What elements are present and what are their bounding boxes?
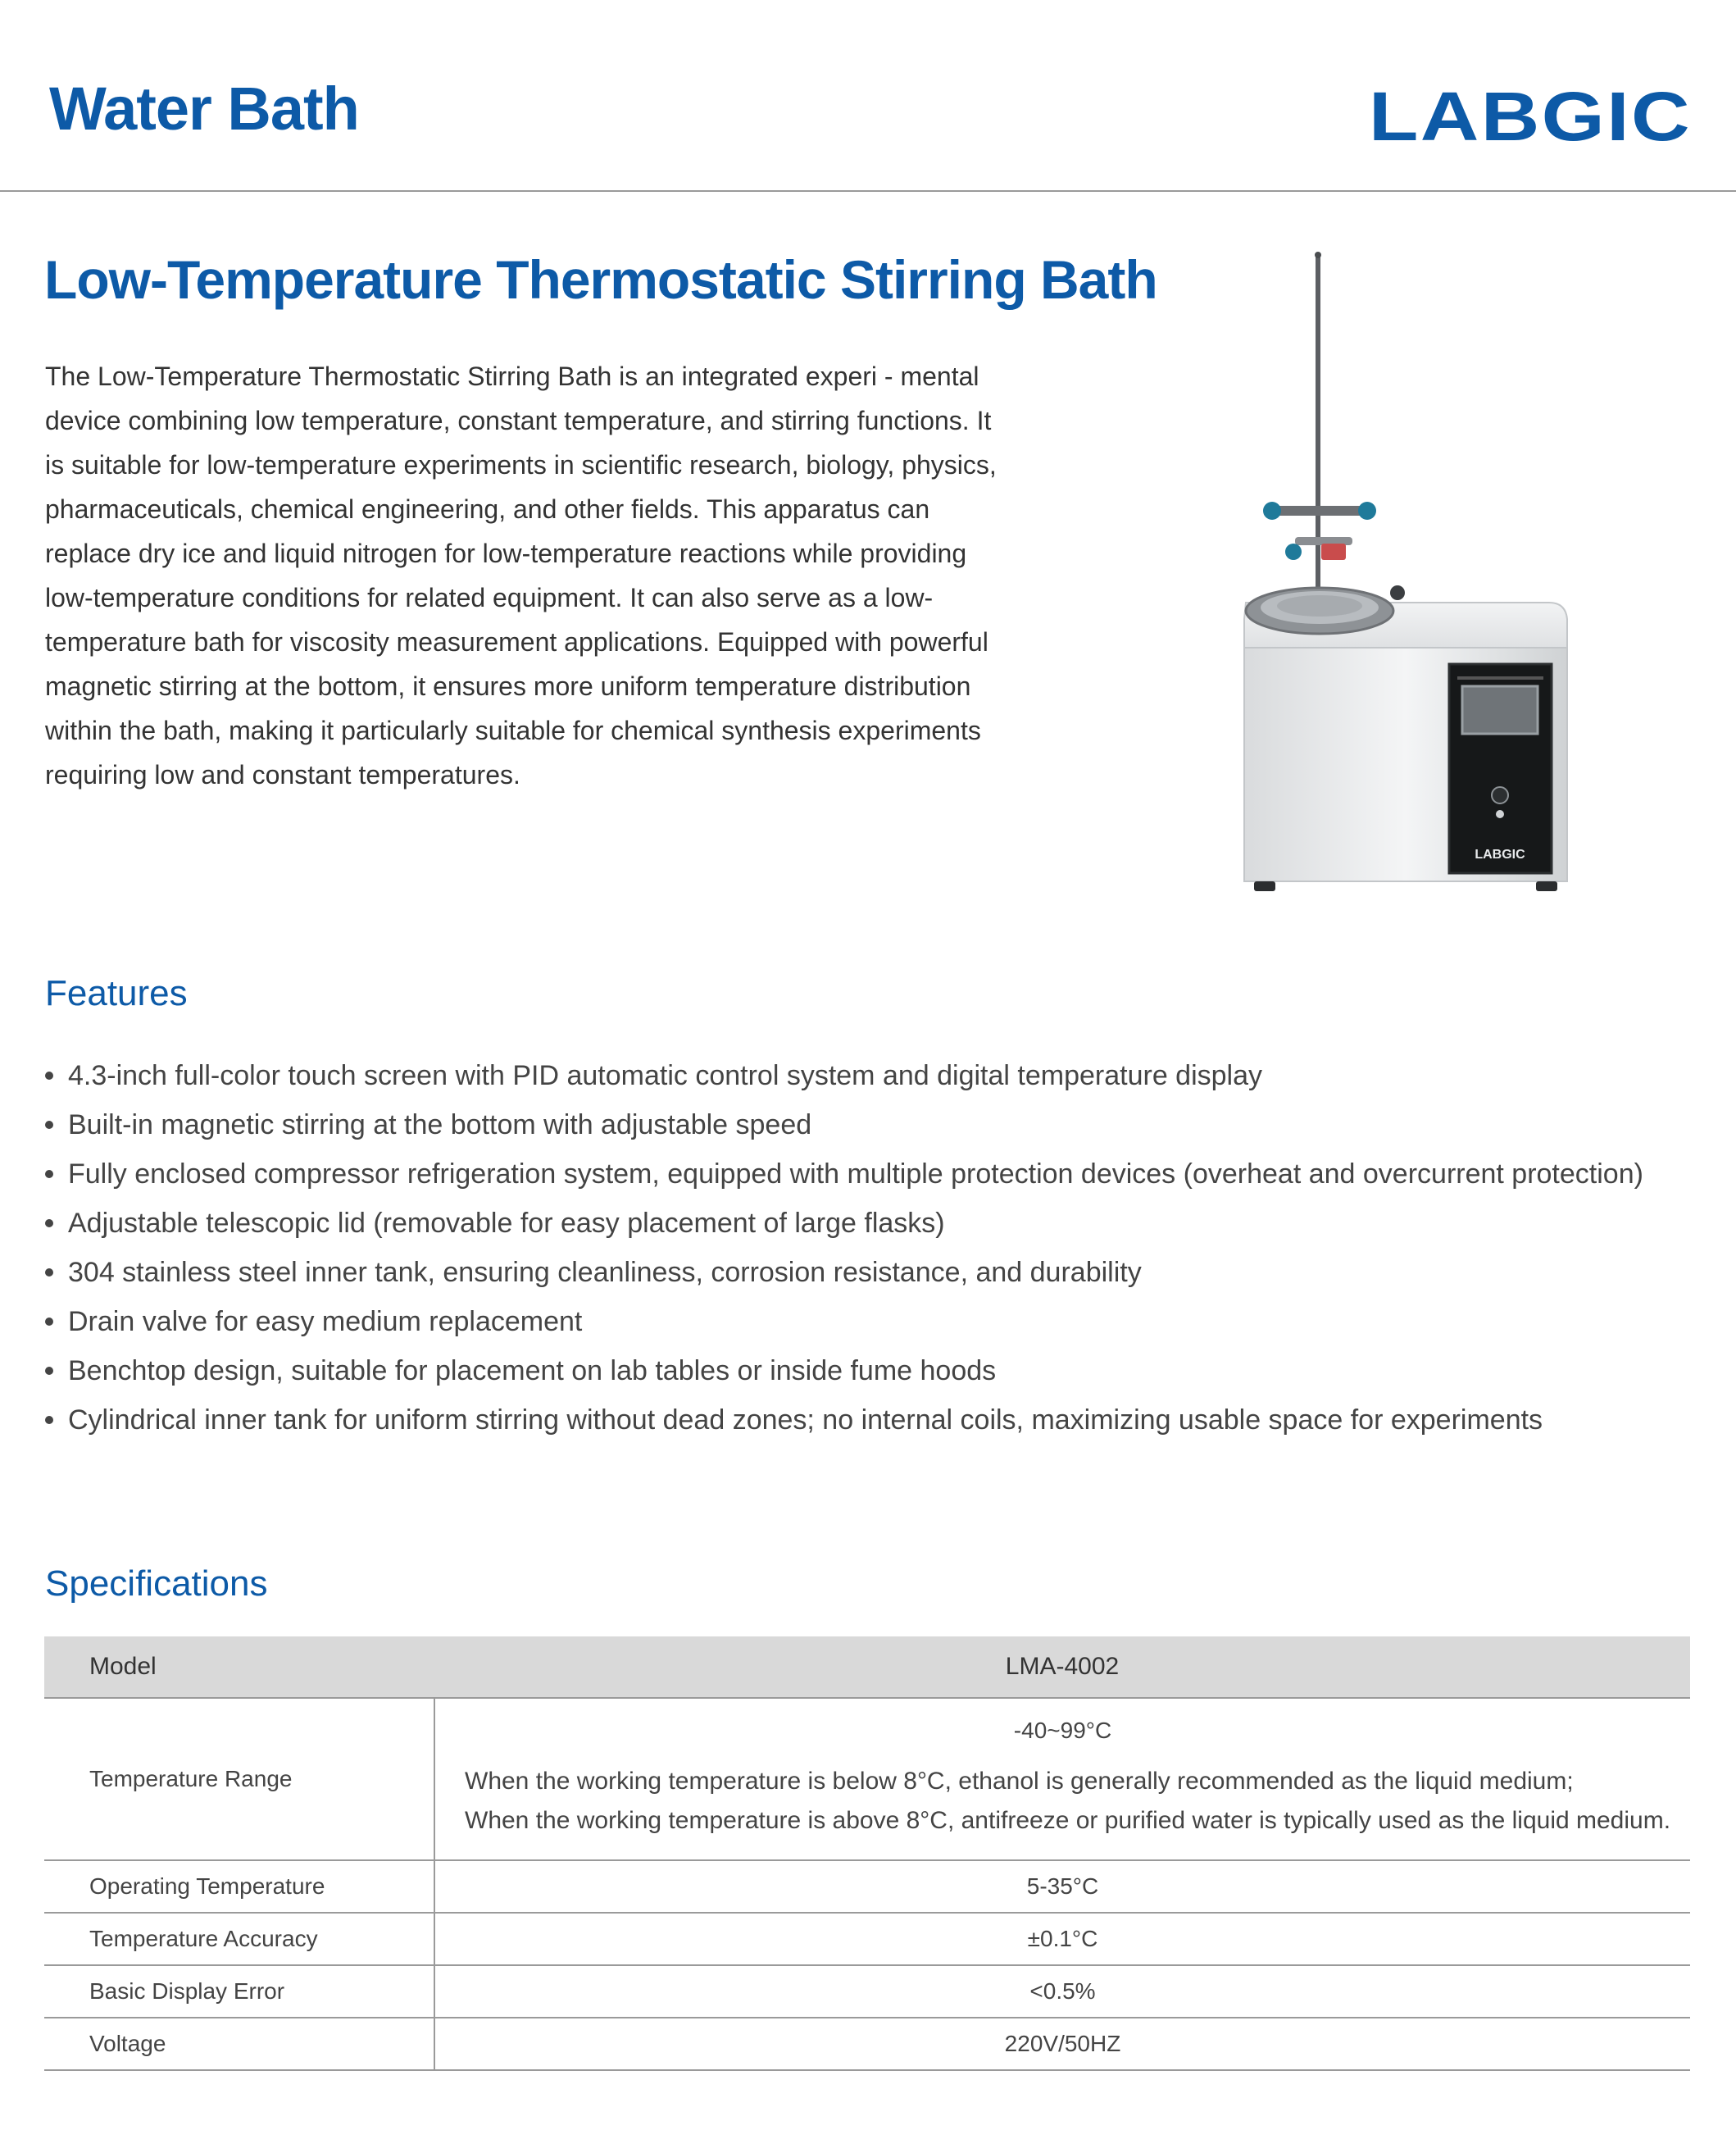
bullet-icon [45, 1121, 53, 1129]
spec-label: Basic Display Error [44, 1965, 434, 2018]
product-description: The Low-Temperature Thermostatic Stirring Bath is an integrated experi - mental device combining low temperature, constant temperature, and stirring functions. It is suitable for low-temperature experiments in scientific research, biology, physics, pharmaceuticals, chemical engineering, and other fields. This apparatus can replace dry ice and liquid nitrogen for low-temperature reactions while providing low-temperature conditions for related equipment. It can also serve as a low-temperature bath for viscosity measurement applications. Equipped with powerful magnetic stirring at the bottom, it ensures more uniform temperature distribution within the bath, making it particularly suitable for chemical synthesis experiments requiring low and constant temperatures. [45, 362, 997, 790]
table-row [44, 2018, 1690, 2070]
list-item: Fully enclosed compressor refrigeration system, equipped with multiple protection devices (overheat and overcurrent protection) [45, 1149, 1643, 1199]
page-header [0, 0, 1736, 192]
spec-label: Temperature Accuracy [44, 1913, 434, 1965]
page-category-title: Water Bath [49, 75, 359, 143]
spec-label: Temperature Range [44, 1698, 434, 1860]
bullet-icon [45, 1318, 53, 1326]
bullet-icon [45, 1268, 53, 1277]
list-item: 304 stainless steel inner tank, ensuring cleanliness, corrosion resistance, and durability [45, 1248, 1643, 1297]
bullet-icon [45, 1072, 53, 1080]
brand-logo: LABGIC [1368, 78, 1692, 155]
temperature-note-1: When the working temperature is below 8°C, ethanol is generally recommended as the liquid medium; [465, 1768, 1574, 1795]
specifications-table [44, 1636, 1690, 2071]
header-divider [0, 190, 1736, 192]
bullet-icon [45, 1416, 53, 1424]
list-item: Cylindrical inner tank for uniform stirring without dead zones; no internal coils, maximizing usable space for experiments [45, 1395, 1643, 1445]
product-image [1229, 250, 1623, 906]
spec-value: <0.5% [434, 1965, 1690, 2018]
spec-value: ±0.1°C [434, 1913, 1690, 1965]
bullet-icon [45, 1367, 53, 1375]
table-row [44, 1698, 1690, 1860]
spec-value: 5-35°C [434, 1860, 1690, 1913]
temperature-range-value: -40~99°C [1013, 1718, 1112, 1743]
bullet-icon [45, 1170, 53, 1178]
table-row [44, 1965, 1690, 2018]
model-value: LMA-4002 [434, 1636, 1690, 1698]
features-heading: Features [45, 973, 188, 1013]
bullet-icon [45, 1219, 53, 1227]
list-item: Drain valve for easy medium replacement [45, 1297, 1643, 1346]
list-item: 4.3-inch full-color touch screen with PID automatic control system and digital temperature display [45, 1051, 1643, 1100]
device-brand-label: LABGIC [1475, 848, 1525, 862]
specifications-heading: Specifications [45, 1563, 268, 1604]
list-item: Benchtop design, suitable for placement on lab tables or inside fume hoods [45, 1346, 1643, 1395]
spec-value: 220V/50HZ [434, 2018, 1690, 2070]
features-list [45, 1051, 1643, 1445]
list-item: Adjustable telescopic lid (removable for easy placement of large flasks) [45, 1199, 1643, 1248]
table-row [44, 1860, 1690, 1913]
list-item: Built-in magnetic stirring at the bottom with adjustable speed [45, 1100, 1643, 1149]
spec-value [434, 1698, 1690, 1860]
product-title: Low-Temperature Thermostatic Stirring Bath [44, 249, 1157, 310]
model-label: Model [44, 1636, 434, 1698]
table-header-row [44, 1636, 1690, 1698]
spec-label: Operating Temperature [44, 1860, 434, 1913]
table-row [44, 1913, 1690, 1965]
spec-label: Voltage [44, 2018, 434, 2070]
temperature-note-2: When the working temperature is above 8°C, antifreeze or purified water is typically used as the liquid medium. [465, 1807, 1671, 1834]
